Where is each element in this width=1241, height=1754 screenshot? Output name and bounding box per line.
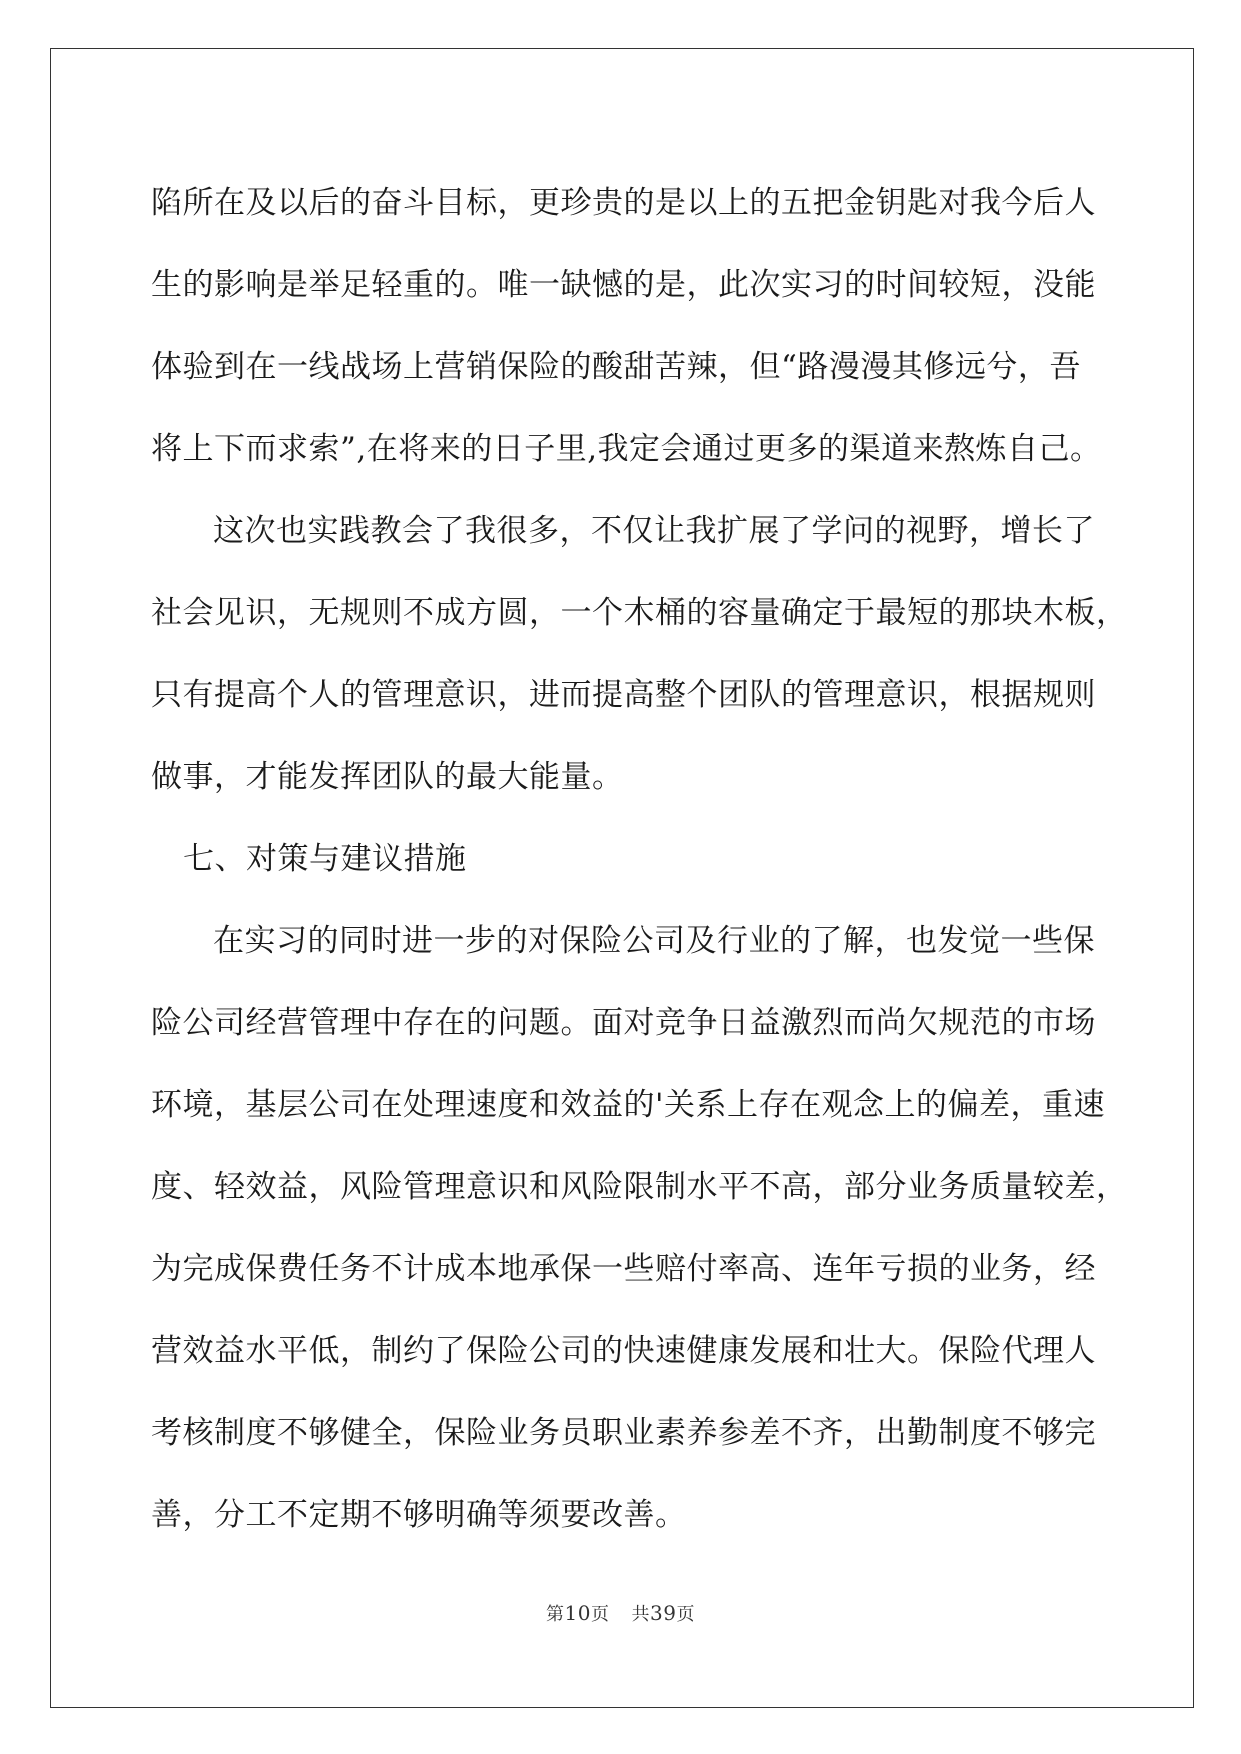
page-footer [0,1600,1241,1626]
total-suffix: 页 [676,1604,695,1625]
paragraph-line: 善，分工不定期不够明确等须要改善。 [151,1497,687,1533]
paragraph-line: 将上下而求索”,在将来的日子里,我定会通过更多的渠道来熬炼自己。 [151,431,1102,467]
paragraph-line: 体验到在一线战场上营销保险的酸甜苦辣，但“路漫漫其修远兮，吾 [151,349,1081,385]
paragraph-line: 只有提高个人的管理意识，进而提高整个团队的管理意识，根据规则 [151,677,1096,713]
paragraph-line: 度、轻效益，风险管理意识和风险限制水平不高，部分业务质量较差， [151,1169,1128,1205]
paragraph-line: 营效益水平低，制约了保险公司的快速健康发展和壮大。保险代理人 [151,1333,1096,1369]
paragraph-line: 险公司经营管理中存在的问题。面对竞争日益激烈而尚欠规范的市场 [151,1005,1096,1041]
page-number: 10 [564,1601,591,1625]
total-prefix: 共 [631,1604,650,1625]
paragraph-first-line: 在实习的同时进一步的对保险公司及行业的了解，也发觉一些保 [213,923,1095,959]
paragraph-line: 考核制度不够健全，保险业务员职业素养参差不齐，出勤制度不够完 [151,1415,1096,1451]
paragraph-first-line: 这次也实践教会了我很多，不仅让我扩展了学问的视野，增长了 [213,513,1095,549]
document-body [151,162,1128,1556]
paragraph-line: 为完成保费任务不计成本地承保一些赔付率高、连年亏损的业务，经 [151,1251,1096,1287]
section-heading: 七、对策与建议措施 [183,841,467,877]
total-pages: 39 [650,1601,677,1625]
page-prefix: 第 [546,1604,565,1625]
paragraph-line: 社会见识，无规则不成方圆，一个木桶的容量确定于最短的那块木板， [151,595,1128,631]
paragraph-line: 做事，才能发挥团队的最大能量。 [151,759,624,795]
page-suffix: 页 [591,1604,610,1625]
paragraph-line: 陷所在及以后的奋斗目标，更珍贵的是以上的五把金钥匙对我今后人 [151,185,1096,221]
paragraph-line: 生的影响是举足轻重的。唯一缺憾的是，此次实习的时间较短，没能 [151,267,1096,303]
paragraph-line: 环境，基层公司在处理速度和效益的'关系上存在观念上的偏差，重速 [151,1087,1106,1123]
